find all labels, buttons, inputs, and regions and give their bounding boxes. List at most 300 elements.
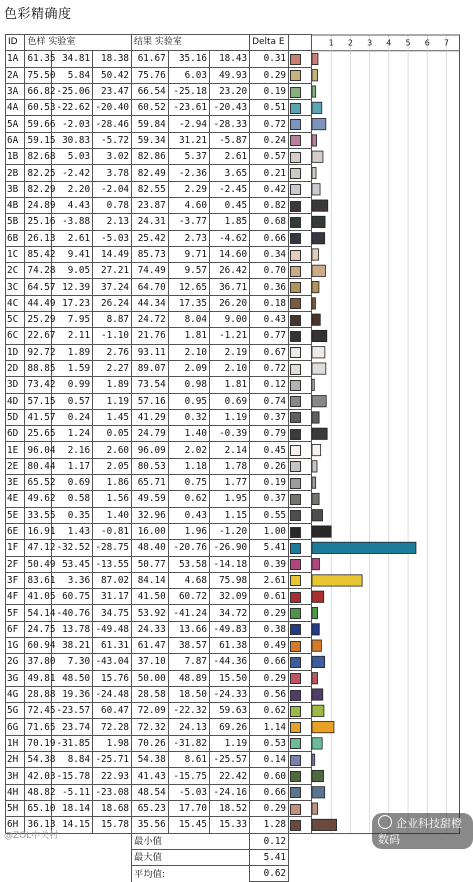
swatch-cell xyxy=(289,458,312,474)
bar-2B xyxy=(312,167,316,178)
target-b: 18.38 xyxy=(93,51,132,67)
result-l: 89.07 xyxy=(132,360,169,376)
patch-id: 5C xyxy=(6,312,25,328)
result-b: 2.10 xyxy=(209,360,249,376)
swatch-cell xyxy=(289,540,312,556)
result-a: 48.89 xyxy=(168,670,209,686)
result-a: 0.95 xyxy=(168,393,209,409)
target-l: 65.10 xyxy=(25,800,51,816)
result-l: 80.53 xyxy=(132,458,169,474)
target-b: 1.56 xyxy=(93,491,132,507)
summary-row xyxy=(6,866,312,882)
summary-end xyxy=(289,866,312,882)
result-b: 32.09 xyxy=(209,589,249,605)
target-b: 23.47 xyxy=(93,83,132,99)
target-b: 2.60 xyxy=(93,442,132,458)
header-target-lab: 色样 实验室 xyxy=(25,35,132,51)
result-b: 0.69 xyxy=(209,393,249,409)
result-l: 48.54 xyxy=(132,784,169,800)
result-l: 54.38 xyxy=(132,752,169,768)
color-swatch xyxy=(290,575,301,586)
color-swatch xyxy=(290,282,301,293)
target-a: 5.84 xyxy=(51,67,92,83)
result-b: -1.20 xyxy=(209,523,249,539)
delta-e-value: 0.79 xyxy=(250,426,289,442)
swatch-cell xyxy=(289,328,312,344)
x-tick-label: 6 xyxy=(424,38,430,48)
color-swatch xyxy=(290,559,301,570)
target-l: 25.29 xyxy=(25,312,51,328)
target-l: 48.82 xyxy=(25,784,51,800)
delta-e-value: 1.00 xyxy=(250,523,289,539)
target-b: 34.75 xyxy=(93,605,132,621)
target-l: 70.19 xyxy=(25,735,51,751)
swatch-cell xyxy=(289,621,312,637)
target-b: 1.86 xyxy=(93,475,132,491)
delta-e-value: 0.14 xyxy=(250,752,289,768)
result-a: -31.82 xyxy=(168,735,209,751)
delta-e-value: 0.82 xyxy=(250,197,289,213)
x-tick-label: 7 xyxy=(443,38,450,48)
table-row xyxy=(6,377,312,393)
wechat-icon xyxy=(378,815,392,829)
result-a: -3.77 xyxy=(168,214,209,230)
color-swatch xyxy=(290,804,301,815)
result-l: 64.70 xyxy=(132,279,169,295)
result-a: 9.57 xyxy=(168,263,209,279)
target-a: 14.15 xyxy=(51,817,92,833)
result-b: 1.15 xyxy=(209,507,249,523)
delta-e-value: 0.12 xyxy=(250,377,289,393)
delta-e-value: 0.29 xyxy=(250,67,289,83)
bar-6A xyxy=(312,135,317,146)
table-row xyxy=(6,279,312,295)
target-b: -25.71 xyxy=(93,752,132,768)
target-a: -2.42 xyxy=(51,165,92,181)
target-b: 60.47 xyxy=(93,703,132,719)
delta-e-value: 0.62 xyxy=(250,703,289,719)
result-a: 53.58 xyxy=(168,556,209,572)
target-b: 1.98 xyxy=(93,735,132,751)
result-l: 72.32 xyxy=(132,719,169,735)
color-swatch xyxy=(290,347,301,358)
result-a: 1.96 xyxy=(168,523,209,539)
delta-e-value: 0.55 xyxy=(250,507,289,523)
target-l: 49.81 xyxy=(25,670,51,686)
result-l: 21.76 xyxy=(132,328,169,344)
bar-1H xyxy=(312,738,322,749)
result-a: 7.87 xyxy=(168,654,209,670)
delta-e-value: 0.31 xyxy=(250,51,289,67)
delta-e-value: 1.28 xyxy=(250,817,289,833)
target-b: 1.40 xyxy=(93,507,132,523)
table-row xyxy=(6,149,312,165)
summary-value: 0.12 xyxy=(250,833,289,849)
target-l: 82.68 xyxy=(25,149,51,165)
result-b: 1.95 xyxy=(209,491,249,507)
delta-e-value: 0.43 xyxy=(250,312,289,328)
result-l: 44.34 xyxy=(132,295,169,311)
swatch-cell xyxy=(289,344,312,360)
delta-e-value: 0.60 xyxy=(250,768,289,784)
target-l: 36.13 xyxy=(25,817,51,833)
target-b: 27.21 xyxy=(93,263,132,279)
result-a: 0.32 xyxy=(168,409,209,425)
patch-id: 1A xyxy=(6,51,25,67)
result-l: 66.54 xyxy=(132,83,169,99)
result-b: 1.19 xyxy=(209,735,249,751)
summary-spacer xyxy=(6,866,132,882)
delta-e-value: 0.57 xyxy=(250,149,289,165)
bar-5A xyxy=(312,118,326,129)
result-b: 2.61 xyxy=(209,149,249,165)
result-a: -20.76 xyxy=(168,540,209,556)
result-b: 26.42 xyxy=(209,263,249,279)
target-a: 0.57 xyxy=(51,393,92,409)
result-a: -2.94 xyxy=(168,116,209,132)
target-l: 64.57 xyxy=(25,279,51,295)
swatch-cell xyxy=(289,246,312,262)
patch-id: 1G xyxy=(6,637,25,653)
delta-e-bar-chart xyxy=(311,34,463,794)
target-a: 7.30 xyxy=(51,654,92,670)
swatch-cell xyxy=(289,409,312,425)
patch-id: 3B xyxy=(6,181,25,197)
result-a: 38.57 xyxy=(168,637,209,653)
result-a: -22.32 xyxy=(168,703,209,719)
color-swatch xyxy=(290,103,301,114)
result-l: 65.23 xyxy=(132,800,169,816)
swatch-cell xyxy=(289,214,312,230)
result-l: 61.67 xyxy=(132,51,169,67)
table-row xyxy=(6,703,312,719)
table-row xyxy=(6,670,312,686)
color-swatch xyxy=(290,152,301,163)
patch-id: 3A xyxy=(6,83,25,99)
target-a: 7.95 xyxy=(51,312,92,328)
bar-6D xyxy=(312,428,327,439)
table-row xyxy=(6,197,312,213)
target-a: 30.83 xyxy=(51,132,92,148)
result-a: 31.21 xyxy=(168,132,209,148)
result-b: -14.18 xyxy=(209,556,249,572)
target-b: -49.48 xyxy=(93,621,132,637)
target-b: 0.05 xyxy=(93,426,132,442)
patch-id: 2G xyxy=(6,654,25,670)
patch-id: 1D xyxy=(6,344,25,360)
patch-id: 6E xyxy=(6,523,25,539)
patch-id: 5E xyxy=(6,507,25,523)
color-swatch xyxy=(290,738,301,749)
result-a: 1.81 xyxy=(168,328,209,344)
color-swatch xyxy=(290,445,301,456)
result-b: -24.33 xyxy=(209,686,249,702)
delta-e-value: 0.74 xyxy=(250,393,289,409)
result-a: 15.45 xyxy=(168,817,209,833)
watermark-text: 企业科技甜橙数码 xyxy=(378,817,462,846)
target-b: 3.02 xyxy=(93,149,132,165)
table-row xyxy=(6,51,312,67)
target-a: 60.75 xyxy=(51,589,92,605)
result-a: 2.29 xyxy=(168,181,209,197)
patch-id: 3G xyxy=(6,670,25,686)
result-a: 4.60 xyxy=(168,197,209,213)
target-b: -5.03 xyxy=(93,230,132,246)
bar-6C xyxy=(312,330,327,341)
color-swatch xyxy=(290,478,301,489)
bar-5B xyxy=(312,216,325,227)
x-tick-label: 1 xyxy=(328,38,334,48)
target-l: 33.55 xyxy=(25,507,51,523)
table-row xyxy=(6,116,312,132)
swatch-cell xyxy=(289,637,312,653)
swatch-cell xyxy=(289,116,312,132)
target-b: -43.04 xyxy=(93,654,132,670)
color-accuracy-table xyxy=(5,34,312,882)
bar-4D xyxy=(312,396,326,407)
result-l: 24.72 xyxy=(132,312,169,328)
result-l: 23.87 xyxy=(132,197,169,213)
result-b: -28.33 xyxy=(209,116,249,132)
result-a: 1.40 xyxy=(168,426,209,442)
bar-4B xyxy=(312,200,328,211)
color-swatch xyxy=(290,266,301,277)
result-a: 8.04 xyxy=(168,312,209,328)
table-row xyxy=(6,83,312,99)
target-b: -1.10 xyxy=(93,328,132,344)
delta-e-value: 0.56 xyxy=(250,686,289,702)
result-b: -2.45 xyxy=(209,181,249,197)
swatch-cell xyxy=(289,426,312,442)
target-b: 50.42 xyxy=(93,67,132,83)
result-l: 59.84 xyxy=(132,116,169,132)
summary-label: 平均值: xyxy=(132,866,250,882)
target-a: 2.11 xyxy=(51,328,92,344)
color-swatch xyxy=(290,690,301,701)
bar-2C xyxy=(312,265,325,276)
color-swatch xyxy=(290,217,301,228)
bar-1C xyxy=(312,249,319,260)
table-row xyxy=(6,719,312,735)
delta-e-value: 0.77 xyxy=(250,328,289,344)
result-l: 50.00 xyxy=(132,670,169,686)
table-row xyxy=(6,181,312,197)
target-a: -22.62 xyxy=(51,100,92,116)
result-a: 6.03 xyxy=(168,67,209,83)
color-swatch xyxy=(290,624,301,635)
bar-4A xyxy=(312,102,322,113)
target-a: -23.57 xyxy=(51,703,92,719)
result-b: 75.98 xyxy=(209,572,249,588)
table-row xyxy=(6,784,312,800)
bar-3H xyxy=(312,770,324,781)
patch-id: 2B xyxy=(6,165,25,181)
target-l: 92.72 xyxy=(25,344,51,360)
patch-id: 2C xyxy=(6,263,25,279)
x-tick-label: 2 xyxy=(347,38,353,48)
target-a: 17.23 xyxy=(51,295,92,311)
target-l: 25.65 xyxy=(25,426,51,442)
result-l: 57.16 xyxy=(132,393,169,409)
swatch-cell xyxy=(289,817,312,833)
target-b: 31.17 xyxy=(93,589,132,605)
swatch-cell xyxy=(289,475,312,491)
table-row xyxy=(6,312,312,328)
bar-3C xyxy=(312,281,319,292)
delta-e-value: 0.51 xyxy=(250,100,289,116)
delta-e-value: 0.53 xyxy=(250,735,289,751)
delta-e-value: 0.39 xyxy=(250,556,289,572)
result-a: 5.37 xyxy=(168,149,209,165)
summary-spacer xyxy=(6,849,132,865)
table-row xyxy=(6,523,312,539)
swatch-cell xyxy=(289,100,312,116)
result-l: 82.86 xyxy=(132,149,169,165)
result-b: -44.36 xyxy=(209,654,249,670)
patch-id: 2H xyxy=(6,752,25,768)
result-b: 0.45 xyxy=(209,197,249,213)
target-a: 1.24 xyxy=(51,426,92,442)
result-b: 61.38 xyxy=(209,637,249,653)
result-b: -20.43 xyxy=(209,100,249,116)
header-result-lab: 结果 实验室 xyxy=(132,35,250,51)
swatch-cell xyxy=(289,149,312,165)
bar-5D xyxy=(312,412,319,423)
result-l: 96.09 xyxy=(132,442,169,458)
summary-end xyxy=(289,849,312,865)
target-l: 47.12 xyxy=(25,540,51,556)
result-a: -15.75 xyxy=(168,768,209,784)
patch-id: 1B xyxy=(6,149,25,165)
bar-4H xyxy=(312,787,325,798)
result-l: 65.71 xyxy=(132,475,169,491)
result-b: 14.60 xyxy=(209,246,249,262)
result-b: 49.93 xyxy=(209,67,249,83)
target-a: -3.88 xyxy=(51,214,92,230)
patch-id: 4H xyxy=(6,784,25,800)
watermark-left: @ZOL中关村 xyxy=(4,831,59,841)
bar-4G xyxy=(312,689,323,700)
result-a: 18.50 xyxy=(168,686,209,702)
target-l: 60.53 xyxy=(25,100,51,116)
color-swatch xyxy=(290,787,301,798)
result-a: -25.18 xyxy=(168,83,209,99)
result-b: -49.83 xyxy=(209,621,249,637)
result-l: 25.42 xyxy=(132,230,169,246)
bar-2H xyxy=(312,754,315,765)
patch-id: 4E xyxy=(6,491,25,507)
swatch-cell xyxy=(289,654,312,670)
table-row xyxy=(6,686,312,702)
delta-e-value: 0.38 xyxy=(250,621,289,637)
patch-id: 2E xyxy=(6,458,25,474)
color-swatch xyxy=(290,54,301,65)
target-a: 2.16 xyxy=(51,442,92,458)
table-row xyxy=(6,344,312,360)
target-a: 1.89 xyxy=(51,344,92,360)
summary-value: 5.41 xyxy=(250,849,289,865)
swatch-cell xyxy=(289,279,312,295)
target-b: 2.13 xyxy=(93,214,132,230)
table-row xyxy=(6,263,312,279)
result-l: 24.79 xyxy=(132,426,169,442)
target-a: 3.36 xyxy=(51,572,92,588)
watermark-badge xyxy=(372,813,473,849)
target-b: 15.78 xyxy=(93,817,132,833)
result-l: 59.34 xyxy=(132,132,169,148)
target-a: -25.06 xyxy=(51,83,92,99)
bar-1D xyxy=(312,347,325,358)
result-l: 93.11 xyxy=(132,344,169,360)
target-b: 8.87 xyxy=(93,312,132,328)
delta-e-value: 0.37 xyxy=(250,409,289,425)
result-l: 70.26 xyxy=(132,735,169,751)
table-row xyxy=(6,589,312,605)
color-swatch xyxy=(290,364,301,375)
target-a: 23.74 xyxy=(51,719,92,735)
color-swatch xyxy=(290,184,301,195)
page-title: 色彩精确度 xyxy=(4,7,72,22)
color-swatch xyxy=(290,657,301,668)
bar-6B xyxy=(312,233,325,244)
swatch-cell xyxy=(289,377,312,393)
delta-e-value: 5.41 xyxy=(250,540,289,556)
patch-id: 3H xyxy=(6,768,25,784)
result-l: 35.56 xyxy=(132,817,169,833)
target-a: 13.78 xyxy=(51,621,92,637)
result-l: 48.40 xyxy=(132,540,169,556)
target-b: 3.78 xyxy=(93,165,132,181)
patch-id: 1C xyxy=(6,246,25,262)
target-l: 41.57 xyxy=(25,409,51,425)
swatch-cell xyxy=(289,83,312,99)
color-swatch xyxy=(290,543,301,554)
target-l: 82.25 xyxy=(25,165,51,181)
target-l: 54.14 xyxy=(25,605,51,621)
target-b: -13.55 xyxy=(93,556,132,572)
result-a: 9.71 xyxy=(168,246,209,262)
table-row xyxy=(6,507,312,523)
target-a: -5.11 xyxy=(51,784,92,800)
color-swatch xyxy=(290,461,301,472)
delta-e-value: 0.49 xyxy=(250,637,289,653)
color-swatch xyxy=(290,527,301,538)
result-l: 82.55 xyxy=(132,181,169,197)
result-a: 1.18 xyxy=(168,458,209,474)
delta-e-value: 0.29 xyxy=(250,800,289,816)
table-row xyxy=(6,295,312,311)
delta-e-value: 0.67 xyxy=(250,344,289,360)
summary-value: 0.62 xyxy=(250,866,289,882)
target-b: -2.04 xyxy=(93,181,132,197)
swatch-cell xyxy=(289,51,312,67)
patch-id: 4A xyxy=(6,100,25,116)
target-l: 26.13 xyxy=(25,230,51,246)
result-a: 12.65 xyxy=(168,279,209,295)
result-b: -25.57 xyxy=(209,752,249,768)
delta-e-value: 0.68 xyxy=(250,214,289,230)
table-row xyxy=(6,637,312,653)
delta-e-value: 0.70 xyxy=(250,263,289,279)
swatch-cell xyxy=(289,67,312,83)
result-b: 69.26 xyxy=(209,719,249,735)
color-swatch xyxy=(290,315,301,326)
color-swatch xyxy=(290,135,301,146)
swatch-cell xyxy=(289,263,312,279)
target-b: 14.49 xyxy=(93,246,132,262)
swatch-cell xyxy=(289,523,312,539)
table-row xyxy=(6,442,312,458)
